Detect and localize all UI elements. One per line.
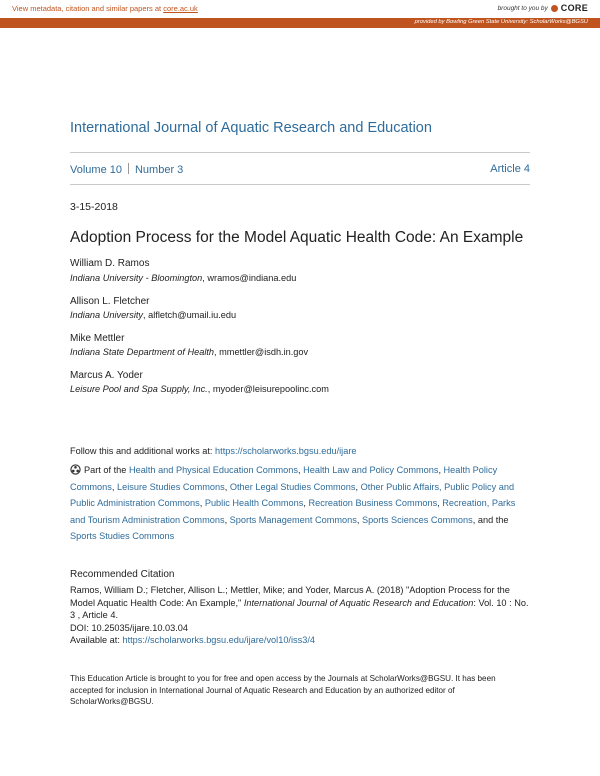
network-commons-icon [70, 464, 81, 475]
commons-link[interactable]: Health Law and Policy Commons [303, 465, 439, 475]
core-banner [0, 0, 600, 15]
access-statement: This Education Article is brought to you for free and open access by the Journals at ScholarWorks@BGSU. It has been accepted for inclusion in International Journal of Aquatic Research and Education by an authorized editor of ScholarWorks@BGSU. [70, 674, 496, 707]
follow-line [70, 446, 357, 456]
commons-link[interactable]: Sports Sciences Commons [361, 514, 473, 525]
affiliation-text: Indiana University - Bloomington [70, 273, 203, 283]
article-title: Adoption Process for the Model Aquatic Health Code: An Example [70, 229, 524, 246]
citation-journal: International Journal of Aquatic Research and Education [243, 597, 474, 608]
commons-link[interactable]: Recreation, Parks and Tourism Administration Commons [70, 498, 516, 525]
commons-link[interactable]: Health Policy Commons [70, 465, 498, 492]
author-name: Marcus A. Yoder [70, 370, 143, 381]
commons-link[interactable]: Other Legal Studies Commons [229, 481, 356, 492]
commons-link[interactable]: Health and Physical Education Commons [128, 465, 298, 475]
commons-link[interactable]: Sports Management Commons [229, 514, 357, 525]
brought-by-text: brought to you by [497, 4, 548, 12]
author-name: Mike Mettler [70, 333, 125, 344]
author-email: , myoder@leisurepoolinc.com [207, 384, 329, 394]
issue-separator [128, 163, 129, 174]
core-logo-text: CORE [560, 3, 588, 13]
author-email: , wramos@indiana.edu [202, 273, 297, 283]
publication-date: 3-15-2018 [70, 201, 118, 213]
citation-body [70, 584, 530, 647]
volume-link[interactable]: Volume 10 [70, 164, 122, 176]
affiliation-text: Indiana State Department of Health [70, 347, 215, 357]
commons-link[interactable]: Other Public Affairs, Public Policy and Public Administration Commons [70, 481, 515, 509]
provided-by-text: provided by Bowling Green State University: ScholarWorks@BGSU [414, 19, 588, 25]
author-name: William D. Ramos [70, 258, 150, 269]
article-link[interactable]: Article 4 [490, 163, 530, 175]
core-logo-icon [551, 5, 558, 12]
number-link[interactable]: Number 3 [134, 164, 184, 176]
author-affiliation [70, 273, 296, 283]
affiliation-text: Indiana University [70, 310, 144, 320]
author-affiliation [70, 384, 329, 394]
author-affiliation [70, 347, 308, 357]
citation-volume: : Vol. 10 : No. 3 , Article 4. [70, 597, 529, 621]
provided-by-bar [0, 18, 600, 28]
available-link[interactable]: https://scholarworks.bgsu.edu/ijare/vol10/iss3/4 [122, 635, 315, 646]
citation-heading: Recommended Citation [70, 569, 175, 580]
commons-link[interactable]: Leisure Studies Commons [116, 481, 225, 492]
divider-bottom [70, 184, 530, 185]
core-brought-by [498, 3, 588, 13]
journal-title[interactable]: International Journal of Aquatic Research and Education [70, 120, 432, 136]
author-name: Allison L. Fletcher [70, 296, 150, 307]
divider-top [70, 152, 530, 153]
author-email: , mmettler@isdh.in.gov [214, 347, 309, 357]
follow-text: Follow this and additional works at: [70, 446, 216, 456]
citation-text: Ramos, William D.; Fletcher, Allison L.; Mettler, Mike; and Yoder, Marcus A. (2018) "Adoption Process for the Model Aquatic Health Code: An Example," [70, 585, 510, 608]
core-metadata-text: View metadata, citation and similar papers at [12, 4, 164, 13]
affiliation-text: Leisure Pool and Spa Supply, Inc. [70, 384, 208, 394]
author-affiliation [70, 310, 236, 320]
commons-link[interactable]: Sports Studies Commons [70, 531, 175, 542]
commons-link[interactable]: Recreation Business Commons [308, 498, 438, 509]
issue-row [70, 163, 530, 176]
available-label: Available at: [70, 635, 123, 646]
part-of-prefix: Part of the [84, 465, 129, 475]
core-metadata-link[interactable] [12, 4, 198, 13]
citation-doi: DOI: 10.25035/ijare.10.03.04 [70, 622, 188, 633]
core-link[interactable]: core.ac.uk [163, 4, 198, 13]
follow-link[interactable]: https://scholarworks.bgsu.edu/ijare [215, 446, 357, 456]
part-of-commons: Part of the Health and Physical Education Commons, Health Law and Policy Commons, Health Policy Commons, Leisure Studies Commons, Other Legal Studies Commons, Other Public Affairs, Public Policy and Public Administration Commons, Public Health Commons, Recreation Business Commons, Recreation, Parks and Tourism Administration Commons, Sports Management Commons, Sports Sciences Commons, and the Sports Studies Commons [70, 465, 516, 542]
and-the-text: , and the [472, 514, 509, 525]
author-email: , alfletch@umail.iu.edu [143, 310, 237, 320]
commons-link[interactable]: Public Health Commons [204, 498, 304, 509]
